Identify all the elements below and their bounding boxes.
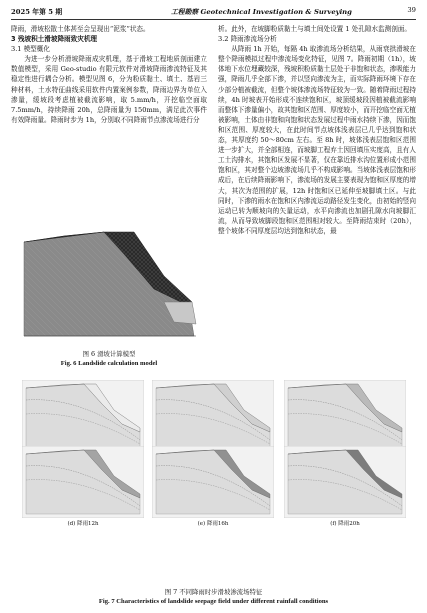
section-heading: 3 残坡积土滑坡降雨致灾机理 [11, 35, 98, 44]
figure-7-caption-en: Fig. 7 Characteristics of landslide seepage field under different rainfall conditions [98, 598, 329, 605]
figure-6-caption-cn: 图 6 滑坡计算模型 [82, 350, 136, 358]
left-column [11, 24, 207, 125]
seepage-panel-6 [284, 446, 406, 518]
subsection-3-1: 3.1 模型概化 [11, 45, 50, 54]
seepage-panel-2 [152, 380, 274, 452]
page-header [11, 6, 416, 18]
figure-6-caption [11, 350, 207, 368]
right-paragraph: 从降雨 1h 开始，每隔 4h 取渗流场分析结果，从雨衰拱滑坡在整个降雨模拟过程中渗流场变化特征，见图 7。降雨初期（1h），坡体地下水位埋藏较深，残坡积粉质黏土层处于非饱和状态，渗吸能力强，降雨几乎全部下渗，并以竖向渗流为主，而实际降雨环境下存在少部分植被截流，但整个坡体渗流场特征较为一致。随着降雨过程持续，4h 时坡表开始形成不连续饱和区，坡顶缓坡段因植被截流影响而整体下渗量偏小，故其饱和区范围、厚度较小，而开挖临空面无植被影响，土体由非饱和向饱和状态发展过程中雨水持续下渗，因而饱和区范围、厚度较大，在此时间节点坡体浅表层已几乎达到饱和状态，其厚度约 50～80cm 左右。至 8h 时，坡体浅表层饱和区范围进一步扩大，并全部相连，而坡脚工程弃土因回填压实度高，且有人工土沟排水，其饱和区发展不显著，仅在靠近排水沟位置形成小范围饱和区，其对整个边坡渗流场几乎不构成影响。当坡体浅表层饱和形成后，在后续降雨影响下，渗流场的发展主要表现为饱和区厚度的增大，其次为范围的扩展，12h 时饱和区已延伸至坡脚填土区。与此同时，下渗的雨水在饱和区内渗流运动路径发生变化，由初始的竖向运动已转为顺坡向的矢量运动，水平向渗流也加剧孔隙水向坡脚汇流，从而导致坡脚段饱和区范围相对较大。至降雨结束时（20h），整个坡体不同厚度层均达到饱和状态，最 [218, 45, 416, 235]
page-number: 39 [407, 6, 416, 14]
left-paragraph: 为进一步分析滑坡降雨成灾机理，基于滑坡工程地质剖面建立数值模型，采用 Geo-studio 有限元软件对滑坡降雨渗流特征及其稳定性进行耦合分析。模型见图 6，分为粉质黏土、填土、基岩三种材料，土水特征曲线采用软件内置案例参数，降雨边界为单位入渗量，缓坡段考虑植被截流影响，取 5.mm/h，开挖临空面取 7.5mm/h，持续降雨 20h，总降雨量为 150mm，满足此次事件有效降雨量。降雨时步为 1h，分别取不同降雨节点渗流场进行分 [11, 55, 207, 124]
seepage-panel-3 [284, 380, 406, 452]
figure-7-caption [11, 588, 416, 606]
seepage-panel-label: (d) 降雨12h [67, 521, 99, 527]
right-column [218, 24, 416, 236]
left-top-text: 降雨，滑坡松散土体甚至会呈现出“泥浆”状态。 [11, 25, 150, 33]
seepage-panel-label: (e) 降雨16h [197, 521, 229, 527]
seepage-panel-5 [152, 446, 274, 518]
journal-title: 工程勘察 Geotechnical Investigation & Surveying [171, 8, 352, 16]
subsection-3-2: 3.2 降雨渗流场分析 [218, 35, 277, 44]
right-top-text: 析。此外，在坡脚粉质黏土与填土间处设置 1 处孔隙水监测剖面。 [218, 25, 412, 33]
figure-6-caption-en: Fig. 6 Landslide calculation model [60, 360, 158, 367]
header-rule [11, 19, 416, 20]
seepage-panel-label: (f) 降雨20h [330, 521, 360, 527]
figure-7-caption-cn: 图 7 不同降雨时步滑坡渗流场特征 [164, 588, 263, 596]
seepage-panel-4 [22, 446, 144, 518]
figure-6-model [14, 214, 204, 344]
seepage-panel-1 [22, 380, 144, 452]
issue-label: 2025 年第 5 期 [11, 8, 63, 16]
